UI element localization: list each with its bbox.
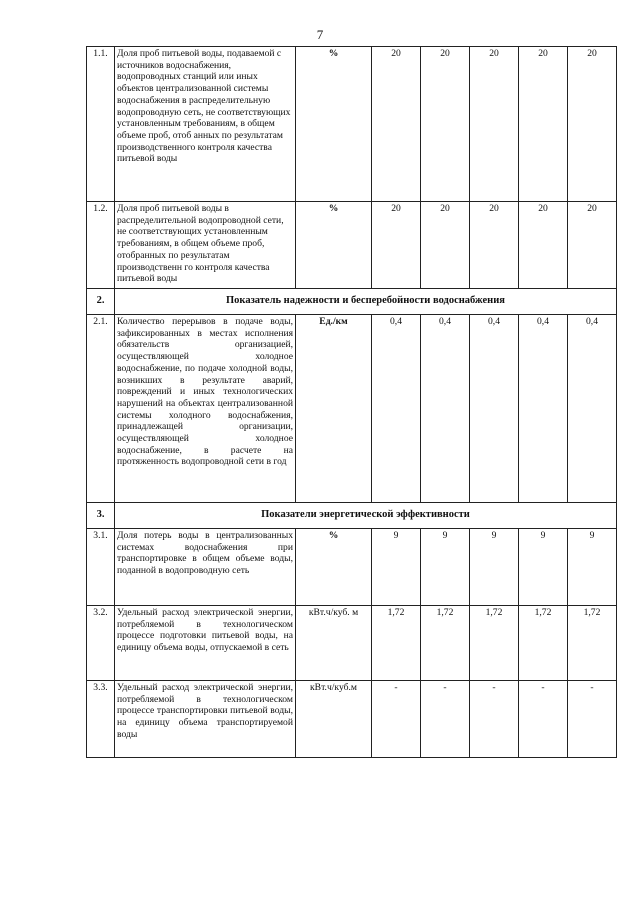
value-cell: 1,72: [421, 606, 470, 681]
row-number: 3.2.: [87, 606, 115, 681]
indicators-table: [86, 46, 617, 758]
unit-cell: Ед./км: [296, 315, 372, 503]
indicator-description: Удельный расход электрической энергии, потребляемой в технологическом процессе транспортировки питьевой воды, на единицу объема транспортируемой воды: [115, 681, 296, 758]
table-row: [87, 202, 617, 289]
indicator-description: Количество перерывов в подаче воды, зафиксированных в местах исполнения обязательств организацией, осуществляющей холодное водоснабжение, по подаче холодной воды, возникших в результате аварий, повреждений и иных технологических нарушений на объектах централизованной системы холодного водоснабжения, принадлежащей организации, осуществляющей холодное водоснабжение, в расчете на протяженность водопроводной сети в год: [115, 315, 296, 503]
value-cell: 1,72: [372, 606, 421, 681]
value-cell: -: [519, 681, 568, 758]
row-number: 2.1.: [87, 315, 115, 503]
value-cell: -: [421, 681, 470, 758]
value-cell: 0,4: [470, 315, 519, 503]
section-title: Показатели энергетической эффективности: [115, 503, 617, 529]
value-cell: 0,4: [372, 315, 421, 503]
unit-cell: кВт.ч/куб.м: [296, 681, 372, 758]
section-number: 3.: [87, 503, 115, 529]
row-number: 3.1.: [87, 529, 115, 606]
value-cell: 20: [421, 202, 470, 289]
value-cell: 1,72: [470, 606, 519, 681]
value-cell: 0,4: [519, 315, 568, 503]
section-number: 2.: [87, 289, 115, 315]
section-row: [87, 289, 617, 315]
table-row: [87, 681, 617, 758]
indicator-description: Доля проб питьевой воды в распределительной водопроводной сети, не соответствующих установленным требованиям, в общем объеме проб, отобранных по результатам производственн го контроля качества питьевой воды: [115, 202, 296, 289]
value-cell: -: [372, 681, 421, 758]
value-cell: 0,4: [421, 315, 470, 503]
value-cell: -: [568, 681, 617, 758]
row-number: 1.1.: [87, 47, 115, 202]
table-row: [87, 606, 617, 681]
indicator-description: Доля проб питьевой воды, подаваемой с источников водоснабжения, водопроводных станций или иных объектов централизованной системы водоснабжения в распределительную водопроводную сеть, не соответствующих установленным требованиям, в общем объеме проб, отоб анных по результатам производственного контроля качества питьевой воды: [115, 47, 296, 202]
value-cell: 9: [372, 529, 421, 606]
value-cell: 0,4: [568, 315, 617, 503]
value-cell: 20: [568, 47, 617, 202]
table-row: [87, 315, 617, 503]
value-cell: 20: [470, 47, 519, 202]
value-cell: 20: [568, 202, 617, 289]
value-cell: -: [470, 681, 519, 758]
value-cell: 20: [372, 202, 421, 289]
indicator-description: Доля потерь воды в централизованных системах водоснабжения при транспортировке в общем объеме воды, поданной в водопроводную сеть: [115, 529, 296, 606]
unit-cell: %: [296, 47, 372, 202]
value-cell: 20: [470, 202, 519, 289]
value-cell: 9: [470, 529, 519, 606]
row-number: 3.3.: [87, 681, 115, 758]
value-cell: 9: [568, 529, 617, 606]
value-cell: 20: [372, 47, 421, 202]
value-cell: 9: [421, 529, 470, 606]
value-cell: 20: [421, 47, 470, 202]
unit-cell: %: [296, 529, 372, 606]
unit-cell: кВт.ч/куб. м: [296, 606, 372, 681]
value-cell: 1,72: [519, 606, 568, 681]
value-cell: 1,72: [568, 606, 617, 681]
section-row: [87, 503, 617, 529]
value-cell: 20: [519, 47, 568, 202]
section-title: Показатель надежности и бесперебойности водоснабжения: [115, 289, 617, 315]
page-number: 7: [316, 27, 324, 42]
unit-cell: %: [296, 202, 372, 289]
table-row: [87, 529, 617, 606]
table-row: [87, 47, 617, 202]
value-cell: 9: [519, 529, 568, 606]
indicator-description: Удельный расход электрической энергии, потребляемой в технологическом процессе подготовки питьевой воды, на единицу объема воды, отпускаемой в сеть: [115, 606, 296, 681]
value-cell: 20: [519, 202, 568, 289]
row-number: 1.2.: [87, 202, 115, 289]
